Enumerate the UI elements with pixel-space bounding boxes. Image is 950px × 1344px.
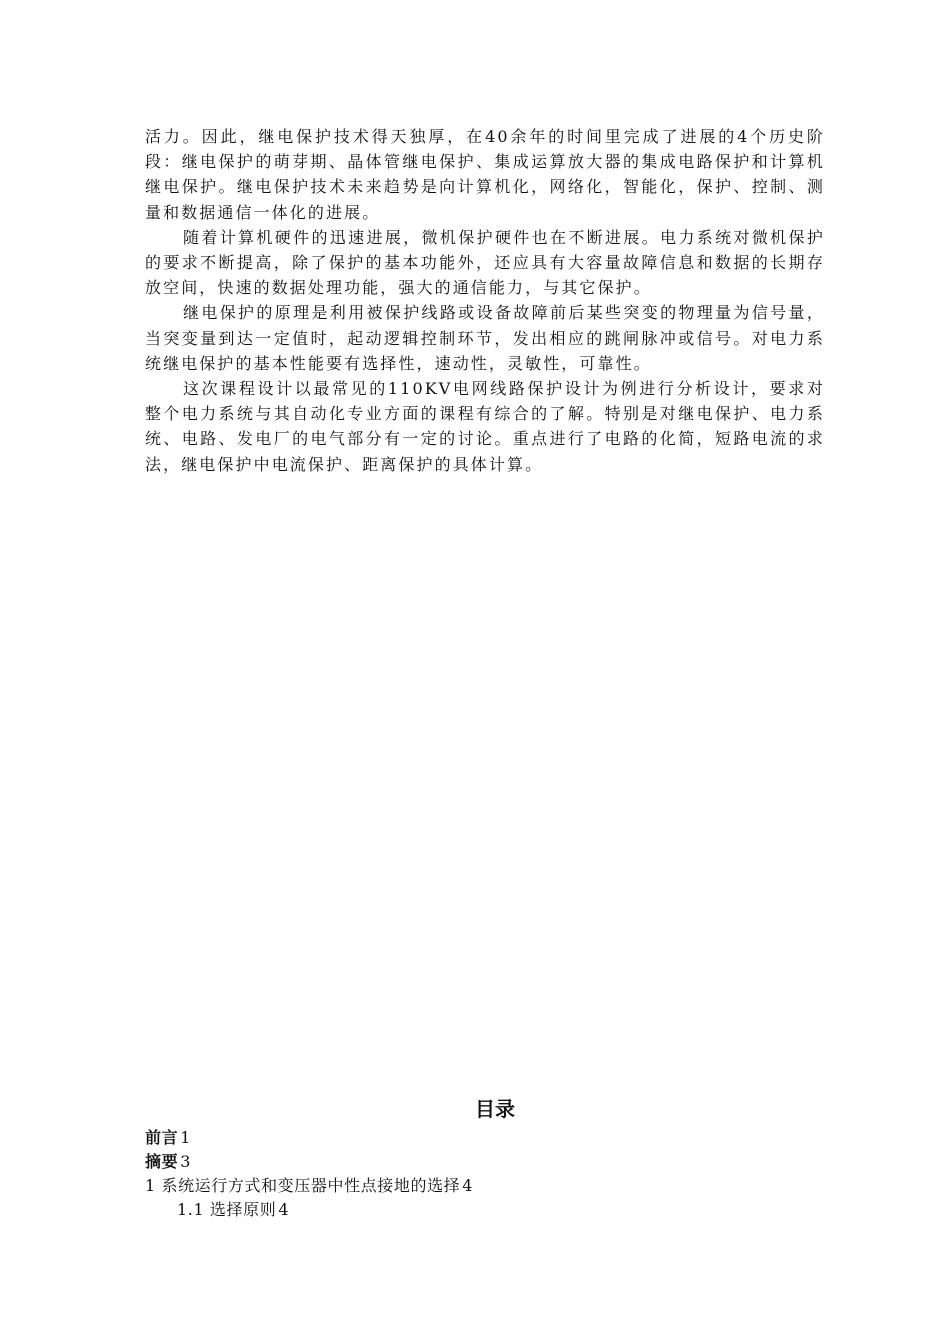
paragraph-course-design: 这次课程设计以最常见的110KV电网线路保护设计为例进行分析设计，要求对整个电力系统与其自动化专业方面的课程有综合的了解。特别是对继电保护、电力系统、电路、发电厂的电气部分有一定的讨论。重点进行了电路的化简，短路电流的求法，继电保护中电流保护、距离保护的具体计算。 [145,379,825,474]
toc-entry-abstract[interactable] [145,1150,825,1174]
toc-title: 目录 [475,1097,515,1121]
body-text [145,124,825,477]
table-of-contents [145,1095,825,1222]
toc-entry-label: 前言 [145,1128,179,1147]
paragraph-hardware: 随着计算机硬件的迅速进展，微机保护硬件也在不断进展。电力系统对微机保护的要求不断提高，除了保护的基本功能外，还应具有大容量故障信息和数据的长期存放空间，快速的数据处理功能，强大的通信能力，与其它保护。 [145,227,825,298]
toc-entry-page: 3 [180,1152,191,1171]
paragraph-principle: 继电保护的原理是利用被保护线路或设备故障前后某些突变的物理量为信号量，当突变量到达一定值时，起动逻辑控制环节，发出相应的跳闸脉冲或信号。对电力系统继电保护的基本性能要有选择性，速动性，灵敏性，可靠性。 [145,303,825,373]
paragraph-continuation: 活力。因此，继电保护技术得天独厚，在40余年的时间里完成了进展的4个历史阶段：继电保护的萌芽期、晶体管继电保护、集成运算放大器的集成电路保护和计算机继电保护。继电保护技术未来趋势是向计算机化，网络化，智能化，保护、控制、测量和数据通信一体化的进展。 [145,127,825,222]
toc-entry-chapter-1[interactable] [145,1174,825,1198]
toc-entry-preface[interactable] [145,1126,825,1150]
toc-entry-page: 4 [278,1200,290,1219]
toc-entry-page: 4 [462,1176,474,1195]
toc-entry-label: 摘要 [145,1152,179,1171]
toc-entry-section-1-1[interactable] [145,1198,825,1222]
toc-entry-label: 1 系统运行方式和变压器中性点接地的选择 [145,1176,461,1195]
toc-entry-page: 1 [180,1128,191,1147]
toc-entry-label: 1.1 选择原则 [177,1200,277,1219]
